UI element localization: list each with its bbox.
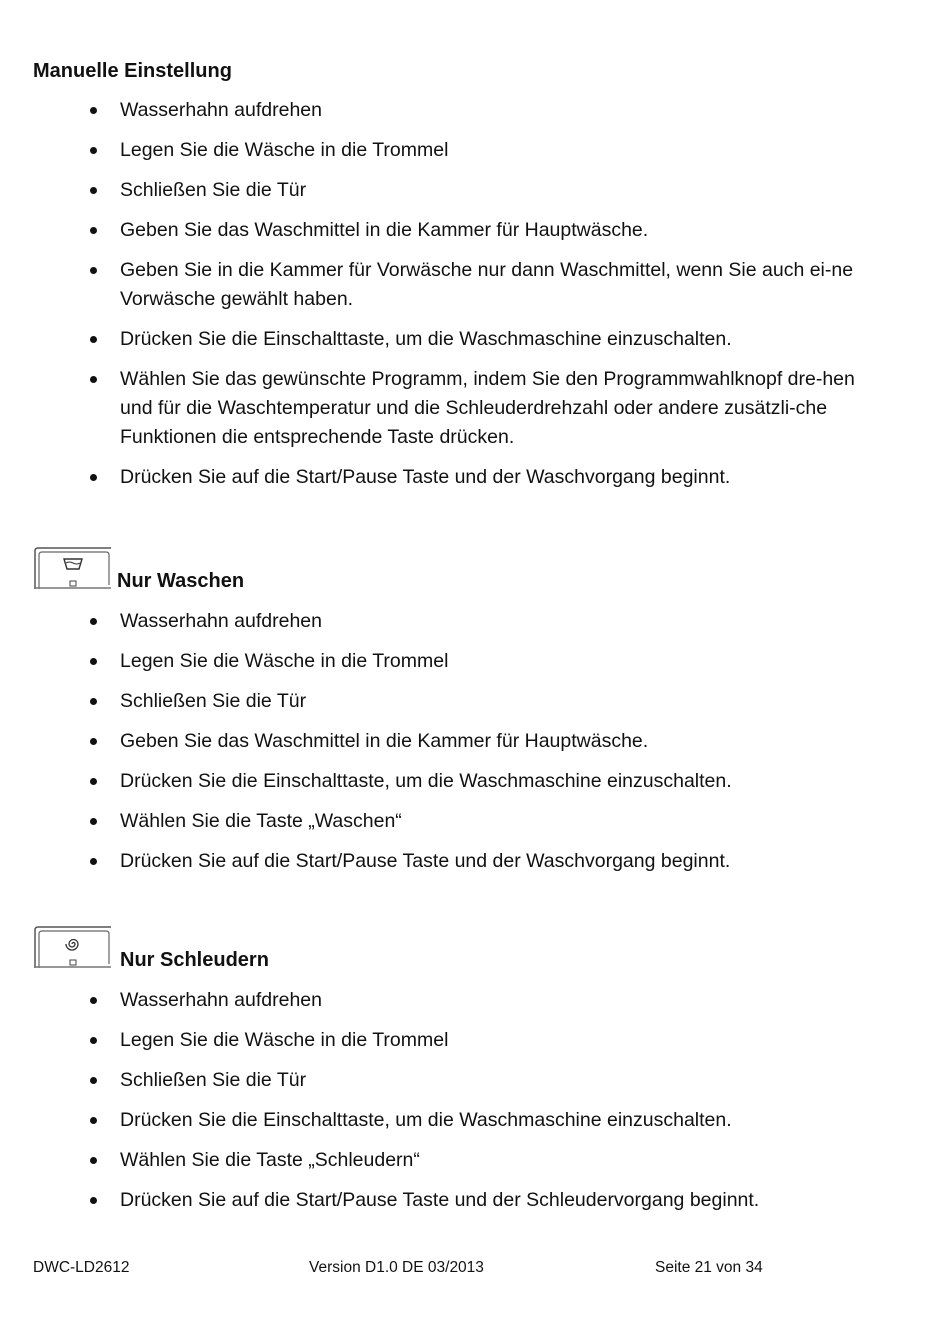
footer-page-number: Seite 21 von 34 bbox=[655, 1259, 763, 1276]
list-item: Wasserhahn aufdrehen bbox=[0, 96, 950, 125]
list-item: Schließen Sie die Tür bbox=[0, 687, 950, 716]
list-item: Wasserhahn aufdrehen bbox=[0, 607, 950, 636]
section-title-manuelle-einstellung: Manuelle Einstellung bbox=[33, 60, 232, 82]
bullet-icon bbox=[90, 658, 97, 665]
spin-spiral-icon bbox=[34, 926, 112, 968]
list-item: Geben Sie das Waschmittel in die Kammer für Hauptwäsche. bbox=[0, 727, 950, 756]
bullet-icon bbox=[90, 474, 97, 481]
instruction-list-nur-schleudern bbox=[0, 986, 950, 1226]
list-item: Legen Sie die Wäsche in die Trommel bbox=[0, 136, 950, 165]
footer-model: DWC-LD2612 bbox=[33, 1259, 130, 1276]
bullet-icon bbox=[90, 1117, 97, 1124]
list-item: Drücken Sie auf die Start/Pause Taste und der Schleudervorgang beginnt. bbox=[0, 1186, 950, 1215]
bullet-icon bbox=[90, 858, 97, 865]
bullet-icon bbox=[90, 997, 97, 1004]
bullet-icon bbox=[90, 107, 97, 114]
section-title-nur-waschen: Nur Waschen bbox=[117, 570, 245, 592]
bullet-icon bbox=[90, 778, 97, 785]
bullet-icon bbox=[90, 147, 97, 154]
bullet-icon bbox=[90, 187, 97, 194]
wash-tub-icon bbox=[34, 547, 112, 589]
list-item: Wählen Sie die Taste „Schleudern“ bbox=[0, 1146, 950, 1175]
list-item: Wählen Sie das gewünschte Programm, indem Sie den Programmwahlknopf dre-hen und für die Waschtemperatur und die Schleuderdrehzahl oder andere zusätzli-che Funktionen die entsprechende Taste drücken. bbox=[0, 365, 950, 452]
list-item: Drücken Sie die Einschalttaste, um die Waschmaschine einzuschalten. bbox=[0, 325, 950, 354]
list-item: Geben Sie das Waschmittel in die Kammer für Hauptwäsche. bbox=[0, 216, 950, 245]
list-item: Drücken Sie die Einschalttaste, um die Waschmaschine einzuschalten. bbox=[0, 1106, 950, 1135]
list-item: Wasserhahn aufdrehen bbox=[0, 986, 950, 1015]
list-item: Schließen Sie die Tür bbox=[0, 1066, 950, 1095]
list-item: Legen Sie die Wäsche in die Trommel bbox=[0, 647, 950, 676]
list-item: Drücken Sie auf die Start/Pause Taste und der Waschvorgang beginnt. bbox=[0, 847, 950, 876]
list-item: Wählen Sie die Taste „Waschen“ bbox=[0, 807, 950, 836]
list-item: Drücken Sie die Einschalttaste, um die Waschmaschine einzuschalten. bbox=[0, 767, 950, 796]
footer-version: Version D1.0 DE 03/2013 bbox=[309, 1259, 484, 1276]
bullet-icon bbox=[90, 738, 97, 745]
list-item: Drücken Sie auf die Start/Pause Taste und der Waschvorgang beginnt. bbox=[0, 463, 950, 492]
list-item: Geben Sie in die Kammer für Vorwäsche nur dann Waschmittel, wenn Sie auch ei-ne Vorwäsche gewählt haben. bbox=[0, 256, 950, 314]
instruction-list-manuelle-einstellung bbox=[0, 96, 950, 503]
bullet-icon bbox=[90, 267, 97, 274]
bullet-icon bbox=[90, 1077, 97, 1084]
bullet-icon bbox=[90, 618, 97, 625]
list-item: Schließen Sie die Tür bbox=[0, 176, 950, 205]
list-item: Legen Sie die Wäsche in die Trommel bbox=[0, 1026, 950, 1055]
instruction-list-nur-waschen bbox=[0, 607, 950, 887]
bullet-icon bbox=[90, 698, 97, 705]
bullet-icon bbox=[90, 336, 97, 343]
bullet-icon bbox=[90, 1197, 97, 1204]
bullet-icon bbox=[90, 1037, 97, 1044]
bullet-icon bbox=[90, 818, 97, 825]
bullet-icon bbox=[90, 227, 97, 234]
bullet-icon bbox=[90, 376, 97, 383]
bullet-icon bbox=[90, 1157, 97, 1164]
section-title-nur-schleudern: Nur Schleudern bbox=[120, 949, 269, 971]
